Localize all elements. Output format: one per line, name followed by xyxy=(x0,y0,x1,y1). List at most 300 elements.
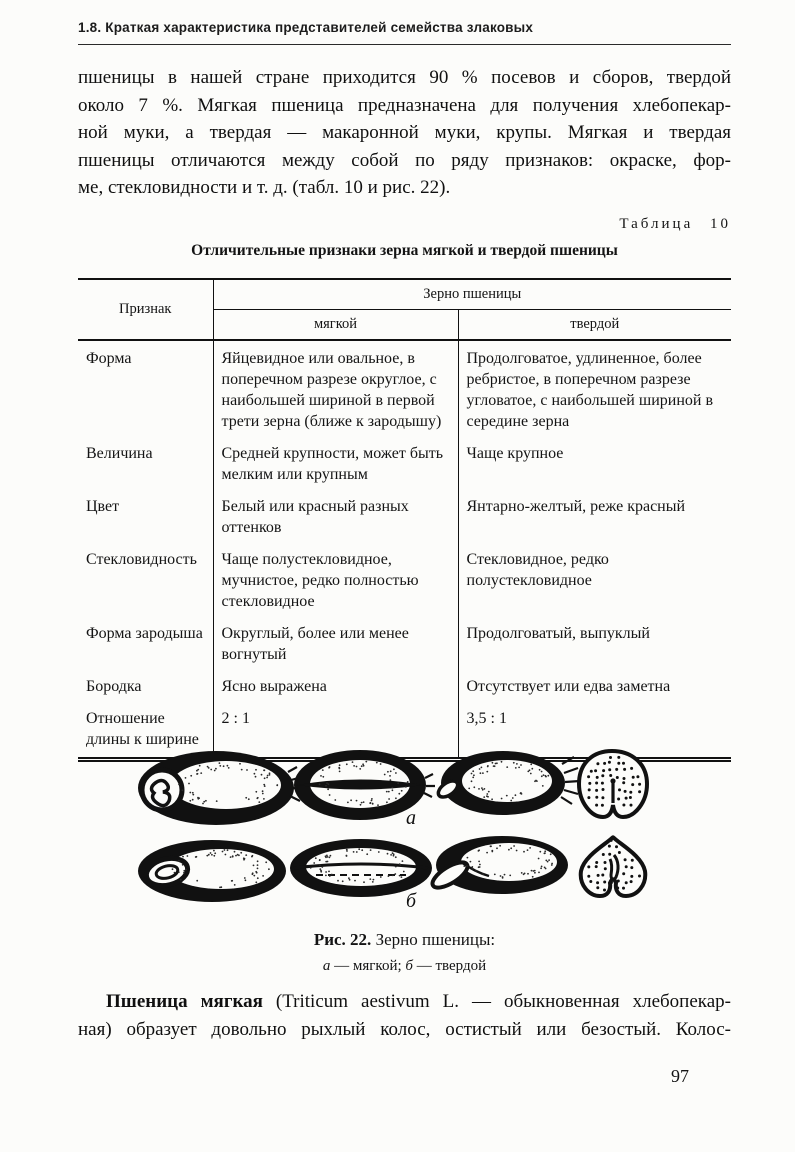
stipple-dot xyxy=(328,767,330,769)
stipple-dot xyxy=(182,864,184,866)
stipple-dot xyxy=(601,774,604,777)
stipple-dot xyxy=(487,765,489,767)
stipple-dot xyxy=(390,854,392,856)
stipple-dot xyxy=(356,800,358,802)
stipple-dot xyxy=(596,762,599,765)
stipple-dot xyxy=(603,762,606,765)
stipple-dot xyxy=(182,789,184,791)
stipple-dot xyxy=(265,861,267,863)
stipple-dot xyxy=(484,788,486,790)
stipple-dot xyxy=(347,802,349,804)
stipple-dot xyxy=(544,850,546,852)
table-cell: Чаще полустекловидное, мучнистое, редко полностью стекловидное xyxy=(213,545,458,619)
stipple-dot xyxy=(617,762,620,765)
stipple-dot xyxy=(494,874,496,876)
stipple-dot xyxy=(482,772,484,774)
stipple-dot xyxy=(539,769,541,771)
stipple-dot xyxy=(534,872,536,874)
stipple-dot xyxy=(331,874,333,876)
stipple-dot xyxy=(222,851,224,853)
stipple-dot xyxy=(269,774,271,776)
stipple-dot xyxy=(380,763,382,765)
stipple-dot xyxy=(182,856,184,858)
species-line-rest: (Triticum aestivum L. — обыкновенная хлебопекар- xyxy=(262,991,731,1012)
stipple-dot xyxy=(257,797,259,799)
table-cell: Величина xyxy=(86,445,153,462)
stipple-dot xyxy=(531,870,533,872)
stipple-dot xyxy=(523,873,525,875)
stipple-dot xyxy=(337,880,339,882)
stipple-dot xyxy=(352,761,354,763)
stipple-dot xyxy=(197,798,199,800)
stipple-dot xyxy=(262,875,264,877)
stipple-dot xyxy=(325,871,327,873)
stipple-dot xyxy=(602,788,605,791)
stipple-dot xyxy=(596,881,599,884)
figure-row-label-a: а xyxy=(406,807,416,829)
stipple-dot xyxy=(472,777,474,779)
table-cell: Продолговатое, удлиненное, более ребристое, в поперечном разрезе угловатое, с наибольшей шириной в середине зерна xyxy=(458,340,731,439)
table-cell: Чаще крупное xyxy=(458,439,731,492)
stipple-dot xyxy=(523,851,525,853)
stipple-dot xyxy=(185,777,187,779)
stipple-dot xyxy=(211,854,213,856)
stipple-dot xyxy=(255,776,257,778)
stipple-dot xyxy=(255,881,257,883)
stipple-dot xyxy=(472,770,474,772)
stipple-dot xyxy=(608,761,611,764)
stipple-dot xyxy=(267,775,269,777)
text-line: ме, стекловидности и т. д. (табл. 10 и рис. 22). xyxy=(78,177,451,198)
stipple-dot xyxy=(228,767,230,769)
stipple-dot xyxy=(188,783,190,785)
stipple-dot xyxy=(189,792,191,794)
stipple-dot xyxy=(210,769,212,771)
stipple-dot xyxy=(596,776,599,779)
stipple-dot xyxy=(481,787,483,789)
legend-text-b: — твердой xyxy=(412,958,487,974)
stipple-dot xyxy=(516,763,518,765)
stipple-dot xyxy=(510,800,512,802)
stipple-dot xyxy=(527,849,529,851)
stipple-dot xyxy=(208,854,210,856)
stipple-dot xyxy=(319,868,321,870)
stipple-dot xyxy=(361,849,363,851)
stipple-dot xyxy=(251,856,253,858)
comparison-table xyxy=(78,278,731,762)
stipple-dot xyxy=(392,874,394,876)
stipple-dot xyxy=(358,848,360,850)
stipple-dot xyxy=(531,768,533,770)
grain-a3-side-view xyxy=(436,751,580,815)
stipple-dot xyxy=(622,762,625,765)
stipple-dot xyxy=(232,855,234,857)
stipple-dot xyxy=(313,862,315,864)
stipple-dot xyxy=(376,762,378,764)
stipple-dot xyxy=(253,875,255,877)
stipple-dot xyxy=(380,876,382,878)
table-cell: Ясно выражена xyxy=(213,672,458,704)
table-row xyxy=(78,492,731,545)
stipple-dot xyxy=(261,774,263,776)
stipple-dot xyxy=(473,786,475,788)
stipple-dot xyxy=(189,800,191,802)
stipple-dot xyxy=(254,773,256,775)
stipple-dot xyxy=(533,870,535,872)
closing-paragraph xyxy=(78,988,731,1043)
stipple-dot xyxy=(235,855,237,857)
stipple-dot xyxy=(386,801,388,803)
stipple-dot xyxy=(339,771,341,773)
table-title: Отличительные признаки зерна мягкой и твердой пшеницы xyxy=(191,242,618,259)
stipple-dot xyxy=(471,866,473,868)
grain-b2-crease-view xyxy=(290,839,432,897)
stipple-dot xyxy=(192,792,194,794)
stipple-dot xyxy=(256,872,258,874)
stipple-dot xyxy=(325,785,327,787)
table-header xyxy=(78,279,731,340)
stipple-dot xyxy=(629,796,632,799)
stipple-dot xyxy=(392,787,394,789)
stipple-dot xyxy=(319,859,321,861)
header-soft: мягкой xyxy=(213,310,458,341)
stipple-dot xyxy=(492,762,494,764)
stipple-dot xyxy=(544,853,546,855)
stipple-dot xyxy=(264,777,266,779)
stipple-dot xyxy=(515,767,517,769)
stipple-dot xyxy=(629,791,632,794)
text-line xyxy=(78,988,731,1016)
stipple-dot xyxy=(618,788,621,791)
stipple-dot xyxy=(602,769,605,772)
stipple-dot xyxy=(638,783,641,786)
stipple-dot xyxy=(513,845,515,847)
stipple-dot xyxy=(322,769,324,771)
stipple-dot xyxy=(540,867,542,869)
stipple-dot xyxy=(262,793,264,795)
stipple-dot xyxy=(550,853,552,855)
stipple-dot xyxy=(587,775,590,778)
stipple-dot xyxy=(630,875,633,878)
stipple-dot xyxy=(495,763,497,765)
stipple-dot xyxy=(210,852,212,854)
stipple-dot xyxy=(601,804,604,807)
stipple-dot xyxy=(515,794,517,796)
stipple-dot xyxy=(501,761,503,763)
table-cell: Стекловидность xyxy=(86,551,197,568)
stipple-dot xyxy=(237,854,239,856)
stipple-dot xyxy=(616,887,619,890)
table-cell: 3,5 : 1 xyxy=(458,704,731,760)
stipple-dot xyxy=(510,847,512,849)
stipple-dot xyxy=(478,850,480,852)
legend-key-b: б xyxy=(405,958,413,974)
stipple-dot xyxy=(590,770,593,773)
stipple-dot xyxy=(377,804,379,806)
stipple-dot xyxy=(359,768,361,770)
stipple-dot xyxy=(196,770,198,772)
stipple-dot xyxy=(490,845,492,847)
stipple-dot xyxy=(203,801,205,803)
stipple-dot xyxy=(378,851,380,853)
stipple-dot xyxy=(199,765,201,767)
table-cell: Средней крупности, может быть мелким или крупным xyxy=(213,439,458,492)
stipple-dot xyxy=(276,785,278,787)
page-number: 97 xyxy=(671,1066,689,1086)
stipple-dot xyxy=(227,849,229,851)
stipple-dot xyxy=(536,780,538,782)
stipple-dot xyxy=(326,782,328,784)
table-label: Таблица 10 xyxy=(619,216,731,232)
stipple-dot xyxy=(180,879,182,881)
stipple-dot xyxy=(390,770,392,772)
stipple-dot xyxy=(622,804,625,807)
stipple-dot xyxy=(630,880,633,883)
table-row xyxy=(78,619,731,672)
table-cell: Отсутствует или едва заметна xyxy=(458,672,731,704)
stipple-dot xyxy=(632,776,635,779)
stipple-dot xyxy=(257,868,259,870)
table-cell: Округлый, более или менее вогнутый xyxy=(213,619,458,672)
stipple-dot xyxy=(389,775,391,777)
stipple-dot xyxy=(319,783,321,785)
stipple-dot xyxy=(508,849,510,851)
stipple-dot xyxy=(252,873,254,875)
stipple-dot xyxy=(588,782,591,785)
stipple-dot xyxy=(405,786,407,788)
stipple-dot xyxy=(603,881,606,884)
stipple-dot xyxy=(245,879,247,881)
stipple-dot xyxy=(403,871,405,873)
stipple-dot xyxy=(349,879,351,881)
stipple-dot xyxy=(617,798,620,801)
stipple-dot xyxy=(509,875,511,877)
stipple-dot xyxy=(527,771,529,773)
table-cell: Продолговатый, выпуклый xyxy=(458,619,731,672)
stipple-dot xyxy=(541,775,543,777)
stipple-dot xyxy=(504,874,506,876)
stipple-dot xyxy=(479,864,481,866)
stipple-dot xyxy=(596,886,599,889)
stipple-dot xyxy=(241,769,243,771)
stipple-dot xyxy=(609,756,612,759)
stipple-dot xyxy=(190,775,192,777)
stipple-dot xyxy=(361,765,363,767)
stipple-dot xyxy=(230,856,232,858)
stipple-dot xyxy=(397,782,399,784)
stipple-dot xyxy=(354,880,356,882)
table-cell: Отношение длины к ширине xyxy=(86,710,199,748)
stipple-dot xyxy=(395,772,397,774)
stipple-dot xyxy=(264,769,266,771)
stipple-dot xyxy=(534,780,536,782)
stipple-dot xyxy=(178,871,180,873)
stipple-dot xyxy=(325,861,327,863)
stipple-dot xyxy=(322,776,324,778)
stipple-dot xyxy=(365,761,367,763)
figure-legend xyxy=(78,958,731,975)
stipple-dot xyxy=(630,804,633,807)
stipple-dot xyxy=(353,851,355,853)
stipple-dot xyxy=(604,861,607,864)
stipple-dot xyxy=(467,857,469,859)
stipple-dot xyxy=(253,865,255,867)
stipple-dot xyxy=(369,802,371,804)
table-cell: Форма xyxy=(86,350,132,367)
stipple-dot xyxy=(366,853,368,855)
stipple-dot xyxy=(329,857,331,859)
stipple-dot xyxy=(608,768,611,771)
stipple-dot xyxy=(215,768,217,770)
stipple-dot xyxy=(269,772,271,774)
stipple-dot xyxy=(353,765,355,767)
figure-row-label-b: б xyxy=(406,890,417,912)
stipple-dot xyxy=(478,861,480,863)
stipple-dot xyxy=(178,860,180,862)
stipple-dot xyxy=(401,876,403,878)
stipple-dot xyxy=(587,796,590,799)
stipple-dot xyxy=(601,796,604,799)
stipple-dot xyxy=(622,872,625,875)
stipple-dot xyxy=(183,870,185,872)
stipple-dot xyxy=(264,785,266,787)
text-line: пшеницы отличаются между собой по ряду признаков: окраске, фор- xyxy=(78,149,731,171)
stipple-dot xyxy=(393,768,395,770)
stipple-dot xyxy=(224,849,226,851)
table-cell: Цвет xyxy=(86,498,120,515)
stipple-dot xyxy=(520,793,522,795)
stipple-dot xyxy=(394,873,396,875)
grain-b1-side-view xyxy=(138,840,286,902)
stipple-dot xyxy=(398,793,400,795)
stipple-dot xyxy=(310,867,312,869)
stipple-dot xyxy=(542,785,544,787)
stipple-dot xyxy=(595,782,598,785)
stipple-dot xyxy=(395,797,397,799)
stipple-dot xyxy=(623,777,626,780)
stipple-dot xyxy=(608,853,611,856)
stipple-dot xyxy=(219,887,221,889)
stipple-dot xyxy=(623,768,626,771)
stipple-dot xyxy=(463,865,465,867)
stipple-dot xyxy=(487,796,489,798)
stipple-dot xyxy=(231,880,233,882)
stipple-dot xyxy=(372,881,374,883)
stipple-dot xyxy=(172,868,174,870)
stipple-dot xyxy=(545,775,547,777)
stipple-dot xyxy=(371,800,373,802)
stipple-dot xyxy=(384,774,386,776)
stipple-dot xyxy=(491,851,493,853)
stipple-dot xyxy=(470,861,472,863)
stipple-dot xyxy=(234,851,236,853)
stipple-dot xyxy=(625,865,628,868)
stipple-dot xyxy=(527,873,529,875)
stipple-dot xyxy=(174,872,176,874)
stipple-dot xyxy=(486,793,488,795)
stipple-dot xyxy=(630,866,633,869)
stipple-dot xyxy=(400,864,402,866)
table-cell: Янтарно-желтый, реже красный xyxy=(458,492,731,545)
stipple-dot xyxy=(539,851,541,853)
stipple-dot xyxy=(346,763,348,765)
stipple-dot xyxy=(479,866,481,868)
stipple-dot xyxy=(609,774,612,777)
stipple-dot xyxy=(494,765,496,767)
stipple-dot xyxy=(595,865,598,868)
stipple-dot xyxy=(246,769,248,771)
stipple-dot xyxy=(342,880,344,882)
stipple-dot xyxy=(513,762,515,764)
stipple-dot xyxy=(521,872,523,874)
stipple-dot xyxy=(216,800,218,802)
stipple-dot xyxy=(617,880,620,883)
stipple-dot xyxy=(325,855,327,857)
stipple-dot xyxy=(373,879,375,881)
table-row xyxy=(78,672,731,704)
stipple-dot xyxy=(547,861,549,863)
stipple-dot xyxy=(500,875,502,877)
stipple-dot xyxy=(370,849,372,851)
stipple-dot xyxy=(541,866,543,868)
stipple-dot xyxy=(390,779,392,781)
legend-text-a: — мягкой; xyxy=(330,958,406,974)
stipple-dot xyxy=(369,878,371,880)
stipple-dot xyxy=(350,799,352,801)
stipple-dot xyxy=(208,767,210,769)
text-line: пшеницы в нашей стране приходится 90 % посевов и сборов, твердой xyxy=(78,67,731,88)
stipple-dot xyxy=(486,771,488,773)
stipple-dot xyxy=(187,855,189,857)
stipple-dot xyxy=(356,766,358,768)
stipple-dot xyxy=(631,859,634,862)
stipple-dot xyxy=(328,783,330,785)
stipple-dot xyxy=(491,798,493,800)
stipple-dot xyxy=(595,789,598,792)
stipple-dot xyxy=(245,797,247,799)
stipple-dot xyxy=(227,765,229,767)
stipple-dot xyxy=(543,774,545,776)
stipple-dot xyxy=(471,780,473,782)
table-cell: Стекловидное, редко полустекловидное xyxy=(458,545,731,619)
comparison-table-wrap xyxy=(78,278,731,762)
stipple-dot xyxy=(473,774,475,776)
stipple-dot xyxy=(544,867,546,869)
stipple-dot xyxy=(399,875,401,877)
table-cell: Бородка xyxy=(86,678,142,695)
cross-section-b xyxy=(581,837,646,896)
stipple-dot xyxy=(363,881,365,883)
stipple-dot xyxy=(356,851,358,853)
stipple-dot xyxy=(213,850,215,852)
stipple-dot xyxy=(529,847,531,849)
stipple-dot xyxy=(482,873,484,875)
stipple-dot xyxy=(362,763,364,765)
stipple-dot xyxy=(315,857,317,859)
stipple-dot xyxy=(466,865,468,867)
stipple-dot xyxy=(625,881,628,884)
stipple-dot xyxy=(496,847,498,849)
stipple-dot xyxy=(631,783,634,786)
intro-paragraph xyxy=(78,64,731,202)
stipple-dot xyxy=(266,777,268,779)
stipple-dot xyxy=(348,877,350,879)
stipple-dot xyxy=(244,858,246,860)
stipple-dot xyxy=(638,790,641,793)
stipple-dot xyxy=(388,798,390,800)
stipple-dot xyxy=(339,768,341,770)
stipple-dot xyxy=(262,790,264,792)
